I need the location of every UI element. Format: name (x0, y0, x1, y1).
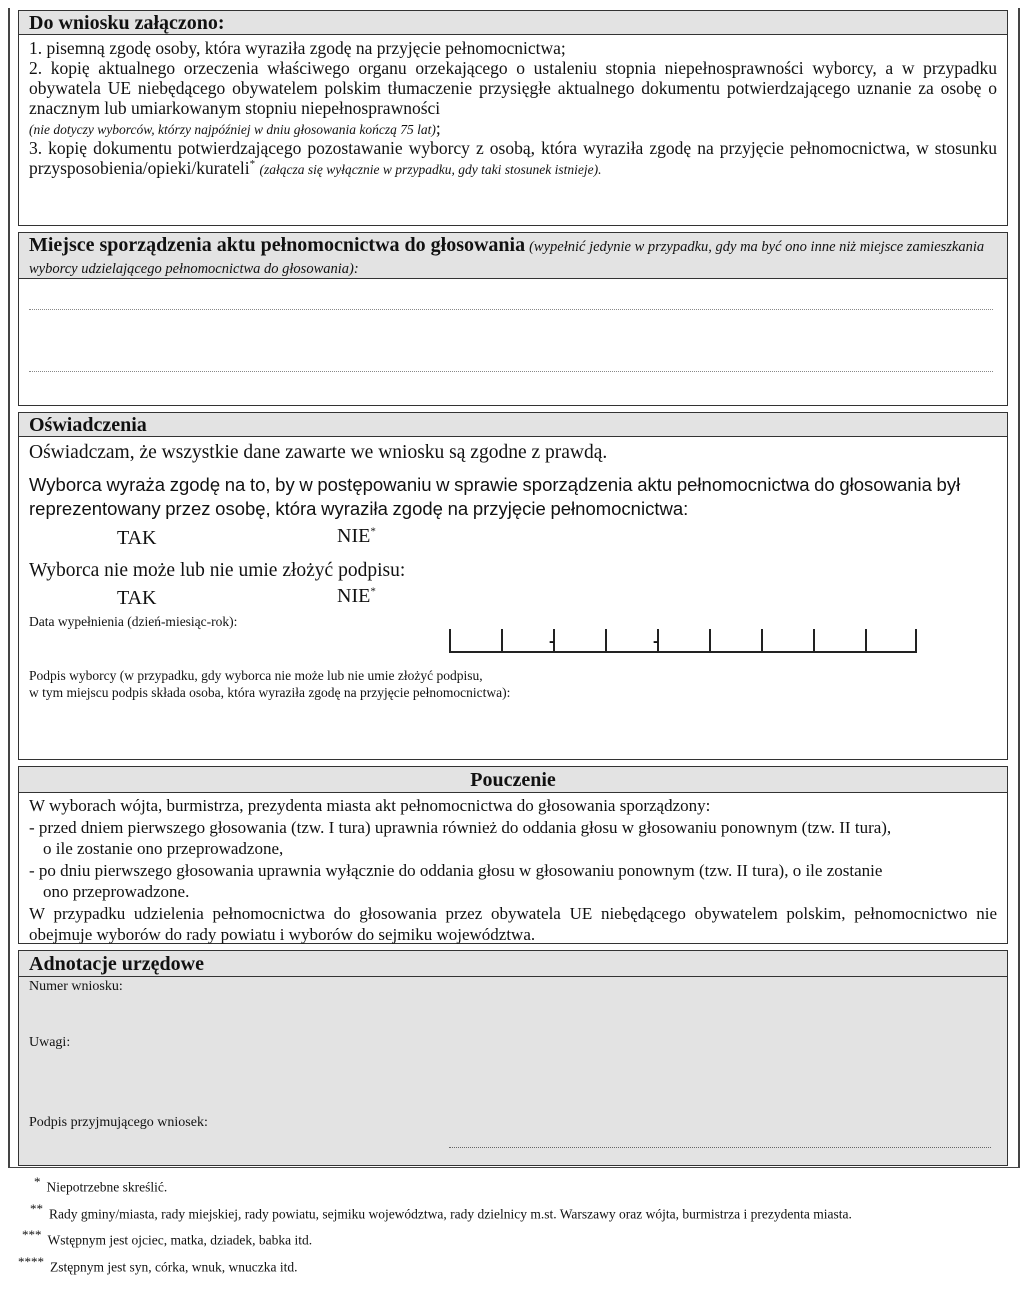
date-separator: - (653, 633, 659, 650)
cannot-sign-no-label: NIE (337, 585, 371, 607)
attachment-item-3-text: 3. kopię dokumentu potwierdzającego pozostawanie wyborcy z osobą, która wyraziła zgodę na przyjęcie pełnomocnictwa, w stosunku przysposobienia/opieki/kurateli (29, 138, 997, 178)
footnote-mark: * (370, 585, 376, 598)
declarations-header (19, 413, 1007, 437)
footnote-2 (30, 1201, 852, 1223)
voter-signature-label-2: w tym miejscu podpis składa osoba, która wyraziła zgodę na przyjęcie pełnomocnictwa): (29, 685, 511, 700)
date-year-digit-1[interactable] (653, 629, 709, 653)
place-input-line-1[interactable] (29, 309, 993, 310)
official-section (18, 950, 1008, 1166)
attachment-item-1: 1. pisemną zgodę osoby, która wyraziła zgodę na przyjęcie pełnomocnictwa; (29, 38, 566, 58)
official-title: Adnotacje urzędowe (29, 953, 204, 975)
instruction-line-3: - po dniu pierwszego głosowania uprawnia wyłącznie do oddania głosu w głosowaniu ponownym (tzw. II tura), o ile zostanie (29, 860, 883, 880)
consent-no-label: NIE (337, 525, 371, 547)
official-header (19, 951, 1007, 977)
footnote-1 (34, 1174, 167, 1196)
cannot-sign-no-option[interactable] (337, 585, 376, 608)
attachment-item-3 (29, 138, 997, 178)
footnote-1-mark: * (34, 1174, 41, 1189)
footnote-4-mark: **** (18, 1254, 44, 1269)
footnote-2-text: Rady gminy/miasta, rady miejskiej, rady powiatu, sejmiku województwa, rady dzielnicy m.st. Warszawy oraz wójta, burmistrza i prezydenta miasta. (49, 1206, 852, 1222)
declarations-title: Oświadczenia (29, 414, 147, 436)
date-day-digit-2[interactable] (501, 629, 553, 653)
attachment-item-2-text: 2. kopię aktualnego orzeczenia właściwego organu orzekającego o ustaleniu stopnia niepełnosprawności wyborcy, a w przypadku obywatela UE niebędącego obywatelem polskim tłumaczenie przysięgłe aktualnego dokumentu potwierdzającego uznanie za osobę o znacznym lub umiarkowanym stopniu niepełnosprawności (29, 58, 997, 118)
receiver-signature-line[interactable] (449, 1147, 991, 1148)
footnote-3-text: Wstępnym jest ojciec, matka, dziadek, babka itd. (47, 1232, 313, 1248)
remarks-label: Uwagi: (29, 1035, 71, 1050)
place-header (19, 233, 1007, 279)
footnote-mark: * (249, 158, 256, 171)
place-input-line-2[interactable] (29, 371, 993, 372)
footnote-1-text: Niepotrzebne skreślić. (46, 1179, 168, 1195)
instruction-title: Pouczenie (470, 769, 556, 791)
date-year-digit-2[interactable] (709, 629, 761, 653)
instruction-line-2: - przed dniem pierwszego głosowania (tzw. I tura) uprawnia również do oddania głosu w głosowaniu ponownym (tzw. II tura), (29, 817, 892, 837)
consent-no-option[interactable] (337, 525, 376, 548)
attachments-header (19, 11, 1007, 35)
attachment-item-2 (29, 58, 997, 138)
date-separator: - (549, 633, 555, 650)
place-note: (wypełnić jedynie w przypadku, gdy ma być ono inne niż miejsce zamieszkania wyborcy udzielającego pełnomocnictwa do głosowania) (29, 239, 985, 277)
instruction-line-4: W przypadku udzielenia pełnomocnictwa do głosowania przez obywatela UE niebędącego obywatelem polskim, pełnomocnictwo nie obejmuje wyborów do rady powiatu i wyborów do sejmiku województwa. (29, 903, 997, 944)
date-month-digit-1[interactable] (549, 629, 605, 653)
date-input-grid[interactable] (449, 629, 917, 653)
consent-yes-option[interactable]: TAK (117, 527, 157, 549)
footnote-4-text: Zstępnym jest syn, córka, wnuk, wnuczka itd. (50, 1259, 298, 1275)
instruction-body (19, 793, 1007, 946)
attachments-body (19, 35, 1007, 178)
declarations-section (18, 412, 1008, 760)
consent-statement: Wyborca wyraża zgodę na to, by w postępowaniu w sprawie sporządzenia aktu pełnomocnictwa do głosowania był reprezentowany przez osobę, która wyraziła zgodę na przyjęcie pełnomocnictwa: (29, 474, 961, 519)
cannot-sign-question: Wyborca nie może lub nie umie złożyć podpisu: (29, 560, 406, 581)
place-note-end: : (353, 261, 359, 277)
instruction-section (18, 766, 1008, 944)
attachment-item-2-note: (nie dotyczy wyborców, którzy najpóźniej w dniu głosowania kończą 75 lat) (29, 122, 436, 137)
application-number-label: Numer wniosku: (29, 979, 123, 994)
voter-signature-area[interactable] (449, 749, 993, 750)
attachments-section (18, 10, 1008, 226)
voter-signature-label-1: Podpis wyborcy (w przypadku, gdy wyborca nie może lub nie umie złożyć podpisu, (29, 668, 483, 683)
footnote-3-mark: *** (22, 1227, 42, 1242)
date-year-digit-4[interactable] (813, 629, 865, 653)
truth-statement: Oświadczam, że wszystkie dane zawarte we wniosku są zgodne z prawdą. (29, 442, 608, 463)
footnote-2-mark: ** (30, 1201, 43, 1216)
place-title: Miejsce sporządzenia aktu pełnomocnictwa do głosowania (29, 234, 526, 256)
receiver-signature-label: Podpis przyjmującego wniosek: (29, 1115, 208, 1130)
date-month-digit-2[interactable] (605, 629, 657, 653)
footnote-mark: * (370, 525, 376, 538)
footnote-4 (18, 1254, 297, 1276)
attachments-title: Do wniosku załączono: (29, 12, 225, 34)
date-label: Data wypełnienia (dzień-miesiąc-rok): (29, 614, 238, 629)
date-year-digit-5[interactable] (865, 629, 917, 653)
cannot-sign-yes-option[interactable]: TAK (117, 587, 157, 609)
date-year-digit-3[interactable] (761, 629, 813, 653)
attachment-item-2-end: ; (435, 118, 441, 138)
date-day-digit-1[interactable] (449, 629, 501, 653)
place-section (18, 232, 1008, 406)
instruction-line-2b: o ile zostanie ono przeprowadzone, (43, 839, 284, 858)
instruction-line-1: W wyborach wójta, burmistrza, prezydenta miasta akt pełnomocnictwa do głosowania sporządzony: (29, 796, 711, 815)
instruction-header (19, 767, 1007, 793)
instruction-line-3b: ono przeprowadzone. (43, 882, 190, 901)
footnote-3 (22, 1227, 312, 1249)
attachment-item-3-note: (załącza się wyłącznie w przypadku, gdy taki stosunek istnieje). (259, 162, 602, 177)
